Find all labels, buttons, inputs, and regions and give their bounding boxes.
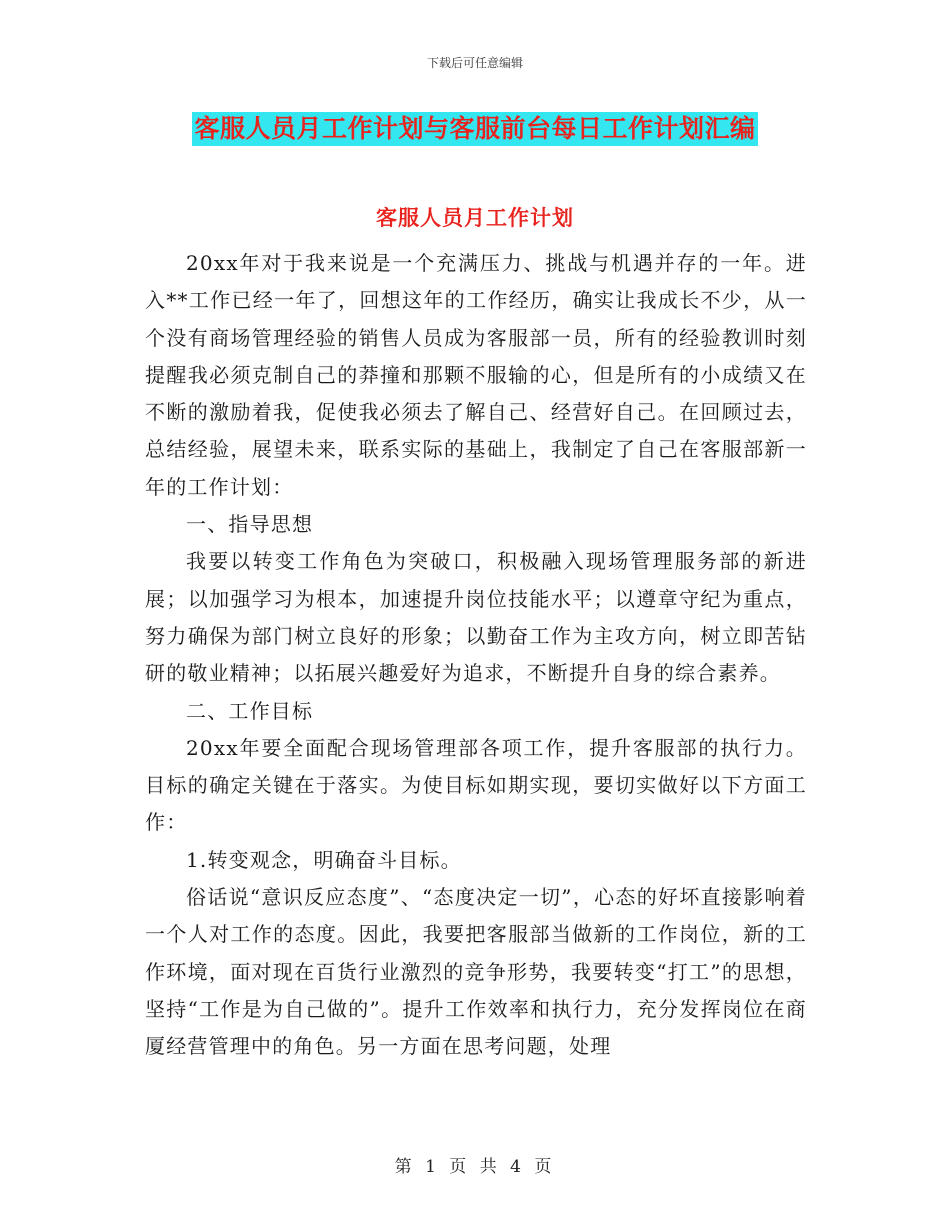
- document-body: [145, 245, 807, 1066]
- paragraph-change-mindset: 俗话说“意识反应态度”、“态度决定一切”，心态的好坏直接影响着一个人对工作的态度。因此，我要把客服部当做新的工作岗位，新的工作环境，面对现在百货行业激烈的竞争形势，我要转变“打工”的思想，坚持“工作是为自己做的”。提升工作效率和执行力，充分发挥岗位在商厦经营管理中的角色。另一方面在思考问题，处理: [145, 885, 807, 1059]
- document-title: 客服人员月工作计划与客服前台每日工作计划汇编: [192, 112, 757, 146]
- heading-guiding-ideology: 一、指导思想: [186, 512, 314, 537]
- paragraph-intro: 20xx年对于我来说是一个充满压力、挑战与机遇并存的一年。进入**工作已经一年了，回想这年的工作经历，确实让我成长不少，从一个没有商场管理经验的销售人员成为客服部一员，所有的经验教训时刻提醒我必须克制自己的莽撞和那颗不服输的心，但是所有的小成绩又在不断的激励着我，促使我必须去了解自己、经营好自己。在回顾过去，总结经验，展望未来，联系实际的基础上，我制定了自己在客服部新一年的工作计划：: [145, 251, 807, 499]
- paragraph-work-goals: 20xx年要全面配合现场管理部各项工作，提升客服部的执行力。目标的确定关键在于落实。为使目标如期实现，要切实做好以下方面工作：: [145, 735, 807, 835]
- page-number: 第 1 页 共 4 页: [394, 1157, 556, 1177]
- subheading-change-mindset: 1.转变观念，明确奋斗目标。: [186, 847, 462, 872]
- document-title-container: [0, 112, 950, 146]
- page-header-note: 下载后可任意编辑: [426, 56, 523, 70]
- heading-work-goals: 二、工作目标: [186, 698, 314, 723]
- paragraph-guiding-ideology: 我要以转变工作角色为突破口，积极融入现场管理服务部的新进展；以加强学习为根本，加速提升岗位技能水平；以遵章守纪为重点，努力确保为部门树立良好的形象；以勤奋工作为主攻方向，树立即苦钻研的敬业精神；以拓展兴趣爱好为追求，不断提升自身的综合素养。: [145, 549, 807, 686]
- section-title: 客服人员月工作计划: [376, 206, 574, 230]
